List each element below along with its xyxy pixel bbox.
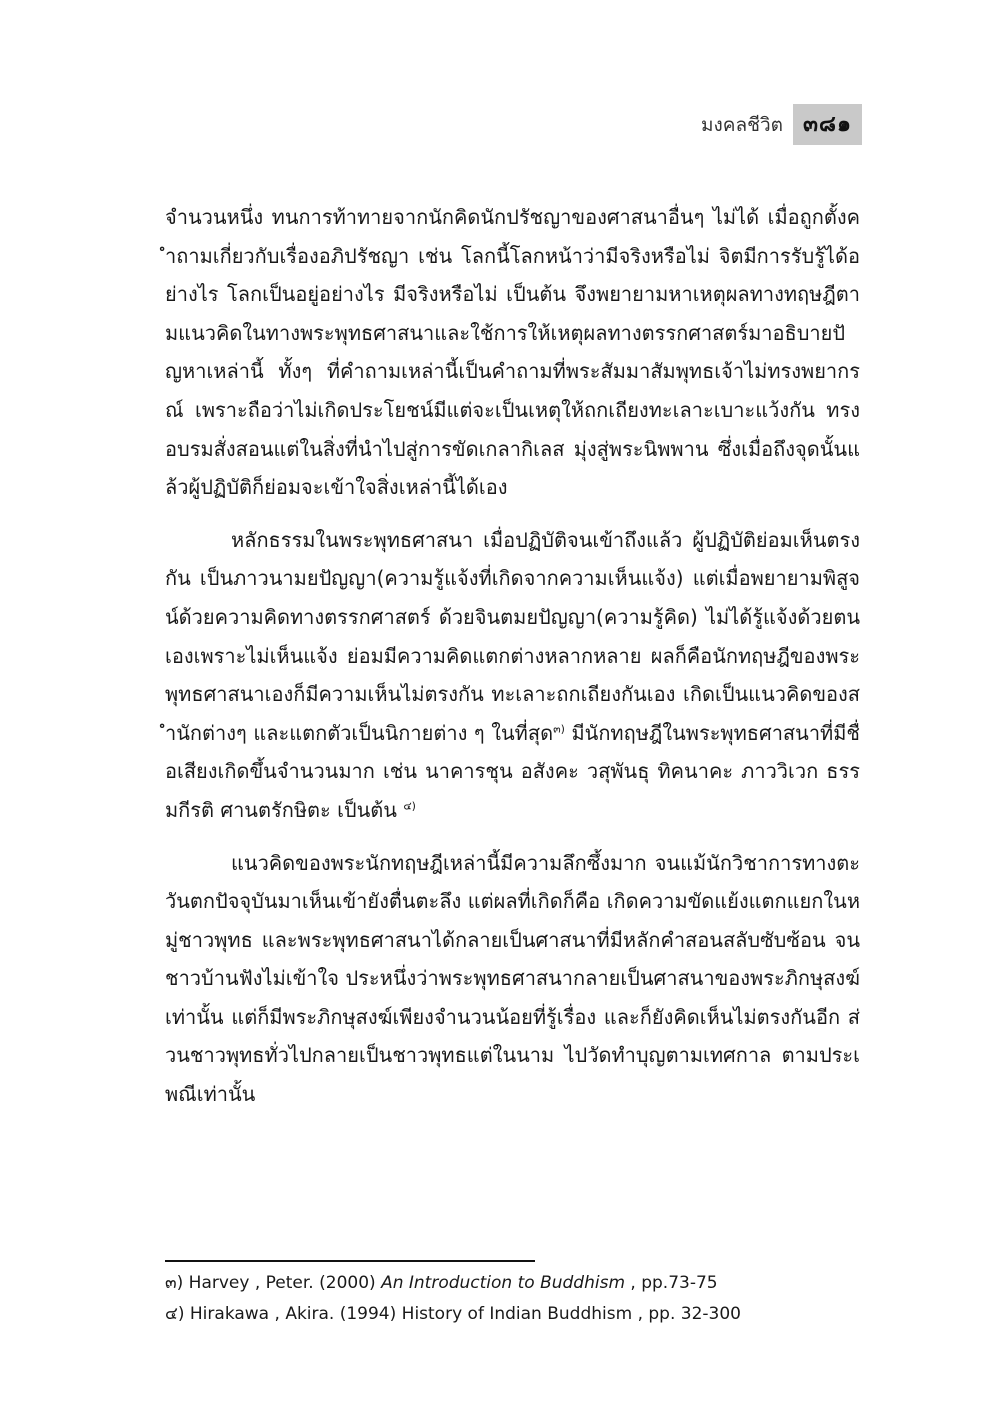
footnotes [165, 1268, 865, 1330]
page-number: ๓๘๑ [793, 104, 862, 145]
footnote-pages: , pp.73-75 [625, 1273, 718, 1293]
paragraph-2 [165, 521, 860, 830]
footnote-book-title: An Introduction to Buddhism [381, 1273, 625, 1293]
footnote-3 [165, 1268, 865, 1299]
paragraph-2-text-b: มีนักทฤษฎีในพระพุทธศาสนาที่มีชื่อเสียงเกิดขึ้นจำนวนมาก เช่น นาคารชุน อสังคะ วสุพันธุ ทิคนาคะ ภาววิเวก ธรรมกีรติ ศานตรักษิตะ เป็นต้น [165, 720, 860, 822]
footnote-marker: ๓) [165, 1273, 184, 1293]
running-header [701, 104, 862, 145]
footnote-divider [165, 1260, 535, 1262]
footnote-ref-3[interactable]: ๓) [553, 722, 565, 736]
footnote-marker: ๔) [165, 1304, 185, 1324]
footnote-text: Hirakawa , Akira. (1994) History of Indian Buddhism , pp. 32-300 [184, 1304, 741, 1324]
footnote-4 [165, 1299, 865, 1330]
running-title: มงคลชีวิต [700, 113, 784, 136]
paragraph-2-text-a: หลักธรรมในพระพุทธศาสนา เมื่อปฏิบัติจนเข้าถึงแล้ว ผู้ปฏิบัติย่อมเห็นตรงกัน เป็นภาวนามยปัญญา(ความรู้แจ้งที่เกิดจากความเห็นแจ้ง) แต่เมื่อพยายามพิสูจน์ด้วยความคิดทางตรรกศาสตร์ ด้วยจินตมยปัญญา(ความรู้คิด) ไม่ได้รู้แจ้งด้วยตนเองเพราะไม่เห็นแจ้ง ย่อมมีความคิดแตกต่างหลากหลาย ผลก็คือนักทฤษฎีของพระพุทธศาสนาเองก็มีความเห็นไม่ตรงกัน ทะเลาะถกเถียงกันเอง เกิดเป็นแนวคิดของสำนักต่างๆ และแตกตัวเป็นนิกายต่าง ๆ ในที่สุด [165, 527, 860, 745]
paragraph-1: จำนวนหนึ่ง ทนการท้าทายจากนักคิดนักปรัชญาของศาสนาอื่นๆ ไม่ได้ เมื่อถูกตั้งคำถามเกี่ยวกับเรื่องอภิปรัชญา เช่น โลกนี้โลกหน้าว่ามีจริงหรือไม่ จิตมีการรับรู้ได้อย่างไร โลกเป็นอยู่อย่างไร มีจริงหรือไม่ เป็นต้น จึงพยายามหาเหตุผลทางทฤษฎีตามแนวคิดในทางพระพุทธศาสนาและใช้การให้เหตุผลทางตรรกศาสตร์มาอธิบายปัญหาเหล่านี้ ทั้งๆ ที่คำถามเหล่านี้เป็นคำถามที่พระสัมมาสัมพุทธเจ้าไม่ทรงพยากรณ์ เพราะถือว่าไม่เกิดประโยชน์มีแต่จะเป็นเหตุให้ถกเถียงทะเลาะเบาะแว้งกัน ทรงอบรมสั่งสอนแต่ในสิ่งที่นำไปสู่การขัดเกลากิเลส มุ่งสู่พระนิพพาน ซึ่งเมื่อถึงจุดนั้นแล้วผู้ปฏิบัติก็ย่อมจะเข้าใจสิ่งเหล่านี้ได้เอง [165, 205, 860, 500]
footnote-ref-4[interactable]: ๔) [403, 799, 416, 813]
paragraph-3: แนวคิดของพระนักทฤษฎีเหล่านี้มีความลึกซึ้งมาก จนแม้นักวิชาการทางตะวันตกปัจจุบันมาเห็นเข้ายังตื่นตะลึง แต่ผลที่เกิดก็คือ เกิดความขัดแย้งแตกแยกในหมู่ชาวพุทธ และพระพุทธศาสนาได้กลายเป็นศาสนาที่มีหลักคำสอนสลับซับซ้อน จนชาวบ้านฟังไม่เข้าใจ ประหนึ่งว่าพระพุทธศาสนากลายเป็นศาสนาของพระภิกษุสงฆ์เท่านั้น แต่ก็มีพระภิกษุสงฆ์เพียงจำนวนน้อยที่รู้เรื่อง และก็ยังคิดเห็นไม่ตรงกันอีก ส่วนชาวพุทธทั่วไปกลายเป็นชาวพุทธแต่ในนาม ไปวัดทำบุญตามเทศกาล ตามประเพณีเท่านั้น [165, 850, 860, 1107]
footnote-text: Harvey , Peter. (2000) [183, 1273, 382, 1293]
main-text [165, 198, 860, 1128]
